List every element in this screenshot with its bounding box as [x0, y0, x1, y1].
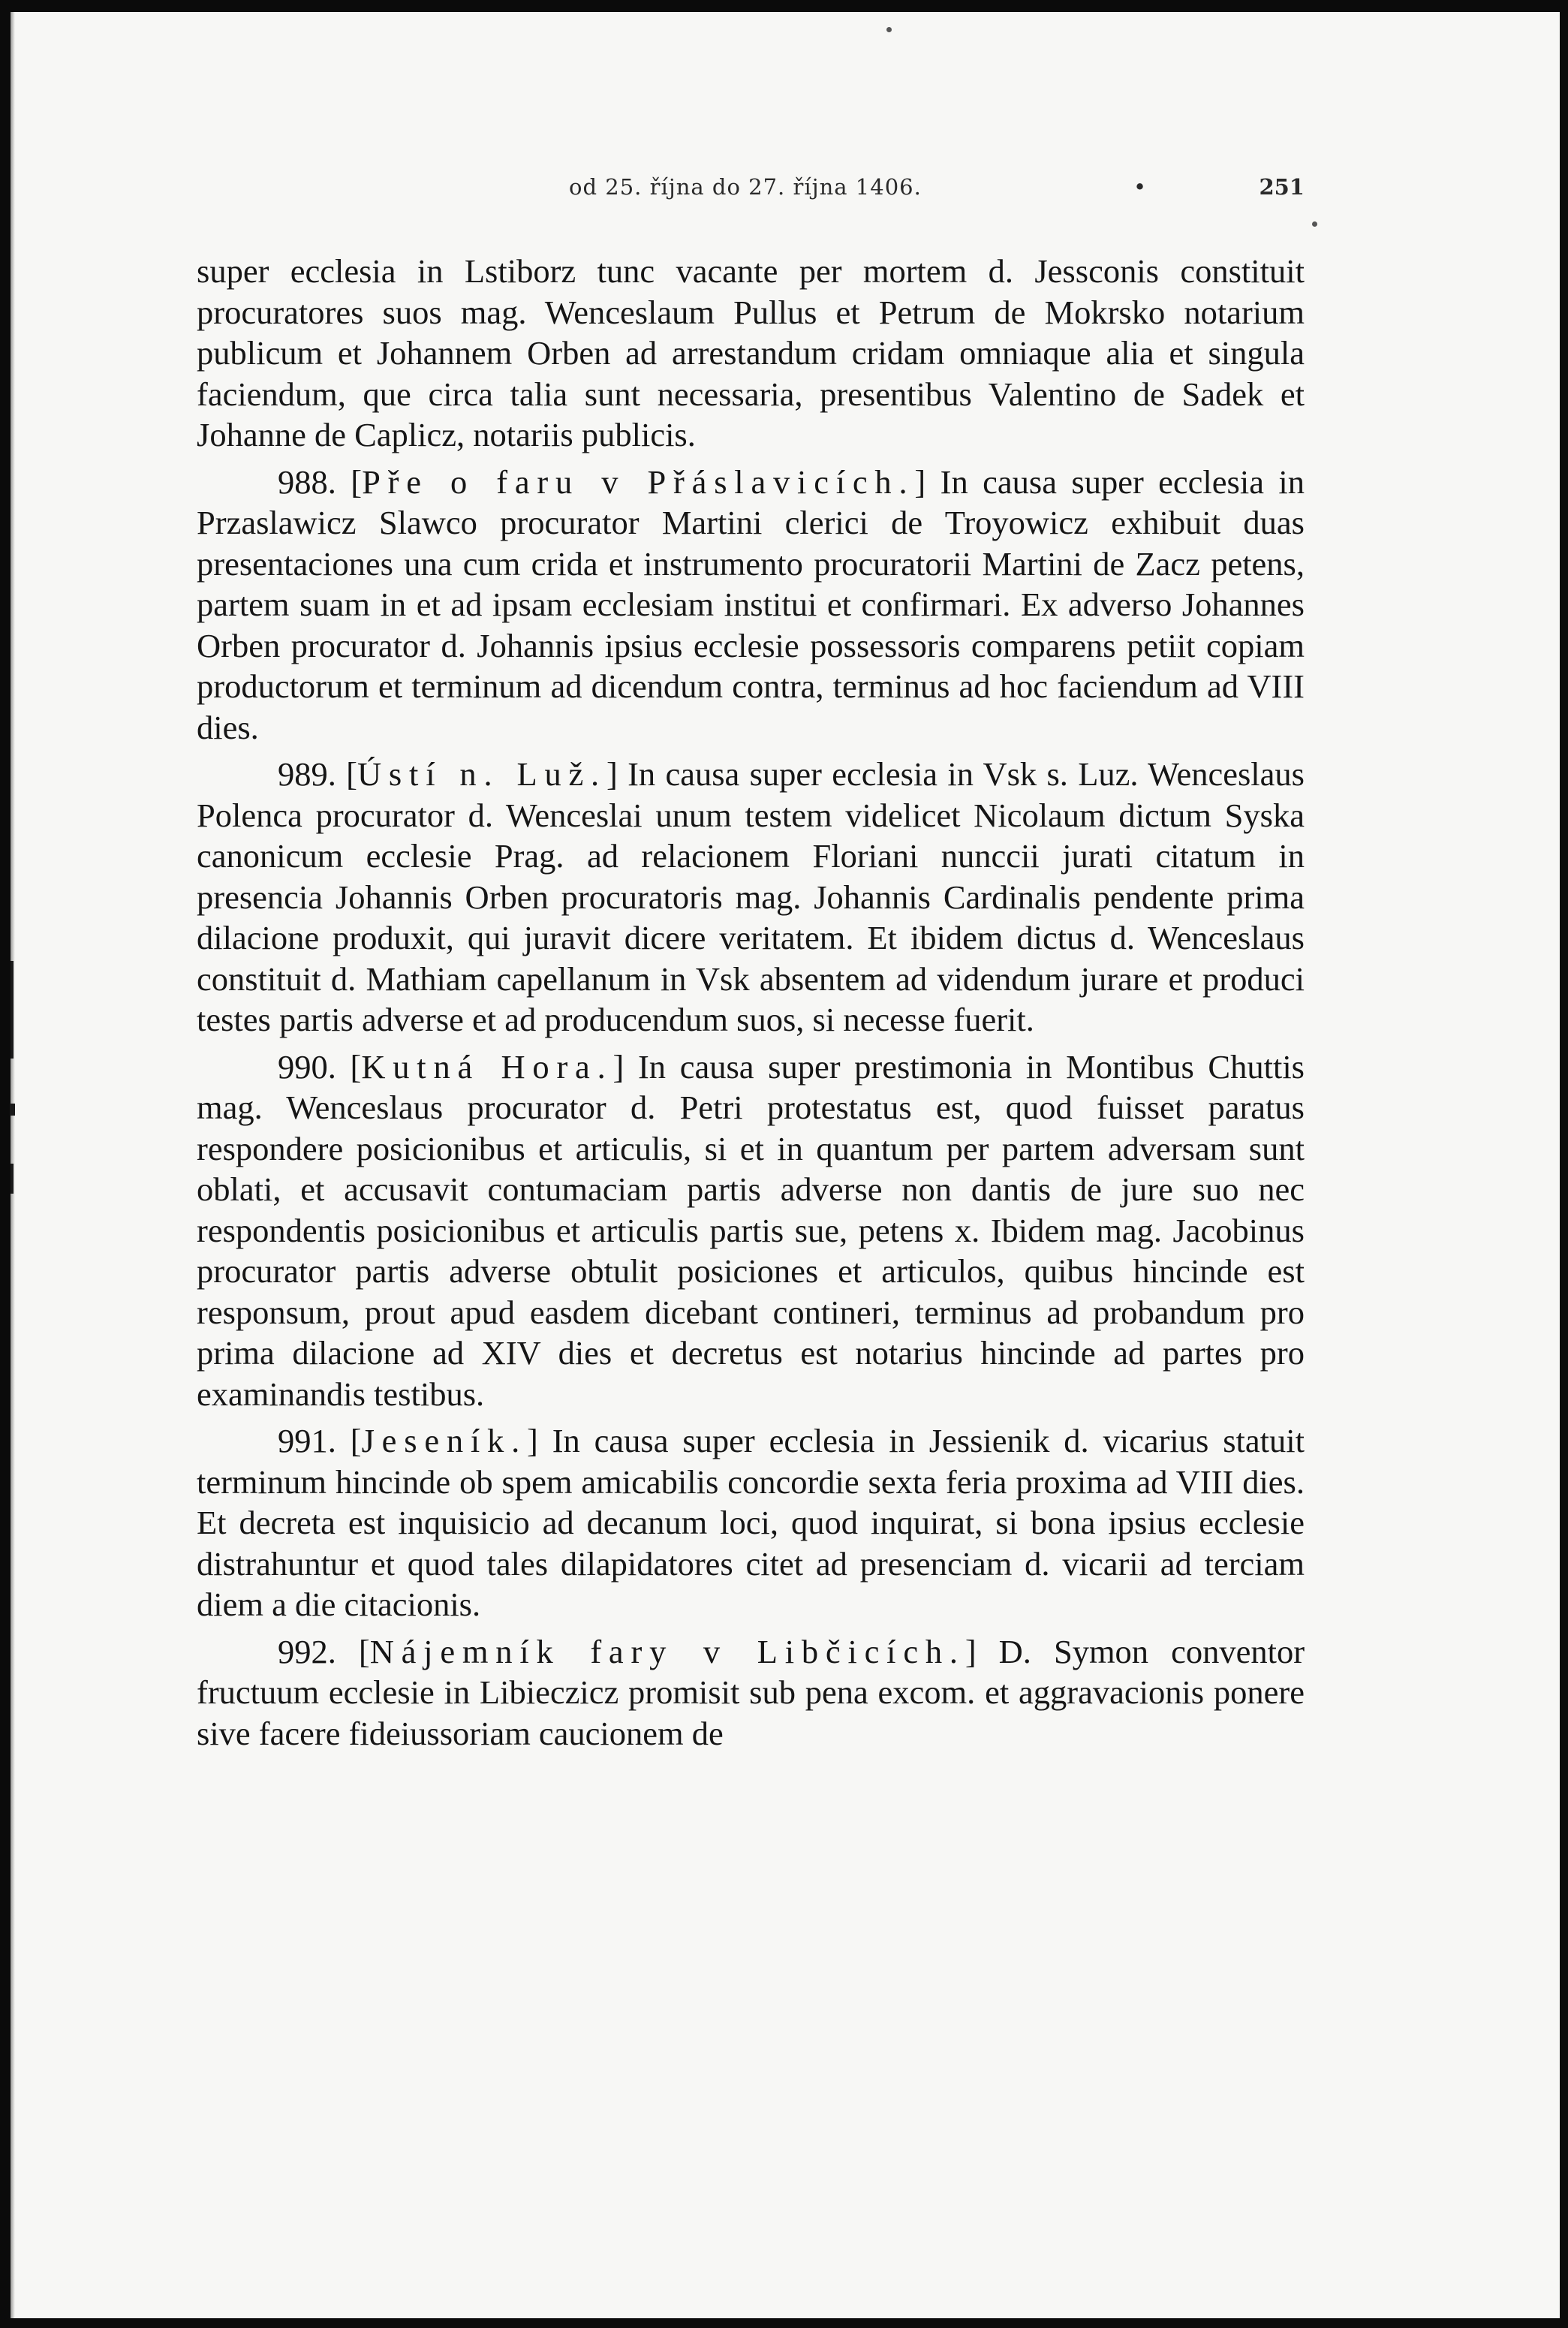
entry-place: Nájemník fary v Libčicích. — [369, 1632, 965, 1670]
entry-place: Ústí n. Luž. — [357, 755, 606, 793]
body-text — [197, 251, 1305, 1760]
entry-text: D. Symon conventor fructuum ecclesie in Libieczicz promisit sub pena excom. et aggravacionis ponere sive facere fideiussoriam caucionem de — [197, 1632, 1305, 1752]
margin-mark-dot — [10, 1104, 15, 1116]
entry-place: Kutná Hora. — [361, 1047, 613, 1086]
entry-number: 989. — [278, 755, 336, 793]
entry-number: 990. — [278, 1047, 336, 1086]
page-number: 251 — [1259, 174, 1305, 200]
running-head-bullet: • — [1133, 174, 1147, 200]
entry-place: Jeseník. — [361, 1422, 528, 1459]
entry-number: 991. — [278, 1422, 336, 1459]
entry-text: In causa super ecclesia in Jessienik d. vicarius statuit terminum hincinde ob spem amicabilis concordie sexta feria proxima ad VIII dies. Et decreta est inquisicio ad decanum loci, quod inquirat, si bona ipsius ecclesie distrahuntur et quod tales dilapidatores citet ad presenciam d. vicarii ad terciam diem a die citacionis. — [197, 1422, 1305, 1623]
margin-marks — [8, 961, 18, 1209]
entry-number: 988. — [278, 462, 336, 501]
entry-991: 991. [Jeseník.] In causa super ecclesia in Jessienik d. vicarius statuit terminum hincinde ob spem amicabilis concordie sexta feria proxima ad VIII dies. Et decreta est inquisicio ad decanum loci, quod inquirat, si bona ipsius ecclesie distrahuntur et quod tales dilapidatores citet ad presenciam d. vicarii ad terciam diem a die citacionis. — [197, 1422, 1305, 1623]
entry-text: In causa super ecclesia in Przaslawicz Slawco procurator Martini clerici de Troyowicz exhibuit duas presentaciones una cum crida et instrumento procuratorii Martini de Zacz petens, partem suam in et ad ipsam ecclesiam institui et confirmari. Ex adverso Johannes Orben procurator d. Johannis ipsius ecclesie possessoris comparens petiit copiam productorum et terminum ad dicendum contra, terminus ad hoc faciendum ad VIII dies. — [197, 462, 1305, 746]
entry-990: 990. [Kutná Hora.] In causa super prestimonia in Montibus Chuttis mag. Wenceslaus procurator d. Petri protestatus est, quod fuisset paratus respondere posicionibus et articulis, si et in quantum per partem adversam sunt oblati, et accusavit contumaciam partis adverse non dantis de jure suo nec respondentis posicionibus et articulis partis sue, petens x. Ibidem mag. Jacobinus procurator partis adverse obtulit posiciones et articulos, quibus hincinde est responsum, prout apud easdem dicebant contineri, terminus ad probandum pro prima dilacione ad XIV dies et decretus est notarius hincinde ad partes pro examinandis testibus. — [197, 1047, 1305, 1413]
speck-mark — [1312, 221, 1317, 227]
paragraph-continuation — [197, 251, 1305, 456]
margin-mark-line — [11, 961, 14, 1059]
speck-mark — [886, 27, 892, 32]
running-head-title: od 25. října do 27. října 1406. — [569, 174, 922, 200]
entry-place: Pře o faru v Přáslavicích. — [362, 462, 915, 501]
entry-number: 992. — [278, 1632, 336, 1670]
entry-text: In causa super ecclesia in Vsk s. Luz. Wenceslaus Polenca procurator d. Wenceslai unum testem videlicet Nicolaum dictum Syska canonicum ecclesie Prag. ad relacionem Floriani nunccii jurati citatum in presencia Johannis Orben procuratoris mag. Johannis Cardinalis pendente prima dilacione produxit, qui juravit dicere veritatem. Et ibidem dictus d. Wenceslaus constituit d. Mathiam capellanum in Vsk absentem ad videndum jurare et produci testes partis adverse et ad producendum suos, si necesse fuerit. — [197, 755, 1305, 1038]
entry-989: 989. [Ústí n. Luž.] In causa super ecclesia in Vsk s. Luz. Wenceslaus Polenca procurator d. Wenceslai unum testem videlicet Nicolaum dictum Syska canonicum ecclesie Prag. ad relacionem Floriani nunccii jurati citatum in presencia Johannis Orben procuratoris mag. Johannis Cardinalis pendente prima dilacione produxit, qui juravit dicere veritatem. Et ibidem dictus d. Wenceslaus constituit d. Mathiam capellanum in Vsk absentem ad videndum jurare et produci testes partis adverse et ad producendum suos, si necesse fuerit. — [197, 755, 1305, 1038]
running-header — [197, 174, 1305, 204]
entry-988: 988. [Pře o faru v Přáslavicích.] In causa super ecclesia in Przaslawicz Slawco procurator Martini clerici de Troyowicz exhibuit duas presentaciones una cum crida et instrumento procuratorii Martini de Zacz petens, partem suam in et ad ipsam ecclesiam institui et confirmari. Ex adverso Johannes Orben procurator d. Johannis ipsius ecclesie possessoris comparens petiit copiam productorum et terminum ad dicendum contra, terminus ad hoc faciendum ad VIII dies. — [197, 462, 1305, 746]
entry-text: In causa super prestimonia in Montibus Chuttis mag. Wenceslaus procurator d. Petri protestatus est, quod fuisset paratus respondere posicionibus et articulis, si et in quantum per partem adversam sunt oblati, et accusavit contumaciam partis adverse non dantis de jure suo nec respondentis posicionibus et articulis partis sue, petens x. Ibidem mag. Jacobinus procurator partis adverse obtulit posiciones et articulos, quibus hincinde est responsum, prout apud easdem dicebant contineri, terminus ad probandum pro prima dilacione ad XIV dies et decretus est notarius hincinde ad partes pro examinandis testibus. — [197, 1047, 1305, 1413]
paragraph-text: super ecclesia in Lstiborz tunc vacante per mortem d. Jessconis constituit procuratores suos mag. Wenceslaum Pullus et Petrum de Mokrsko notarium publicum et Johannem Orben ad arrestandum cridam omniaque alia et singula faciendum, que circa talia sunt necessaria, presentibus Valentino de Sadek et Johanne de Caplicz, notariis publicis. — [197, 252, 1305, 453]
entry-992: 992. [Nájemník fary v Libčicích.] D. Symon conventor fructuum ecclesie in Libieczicz promisit sub pena excom. et aggravacionis ponere sive facere fideiussoriam caucionem de — [197, 1632, 1305, 1752]
margin-mark-line — [11, 1164, 14, 1194]
